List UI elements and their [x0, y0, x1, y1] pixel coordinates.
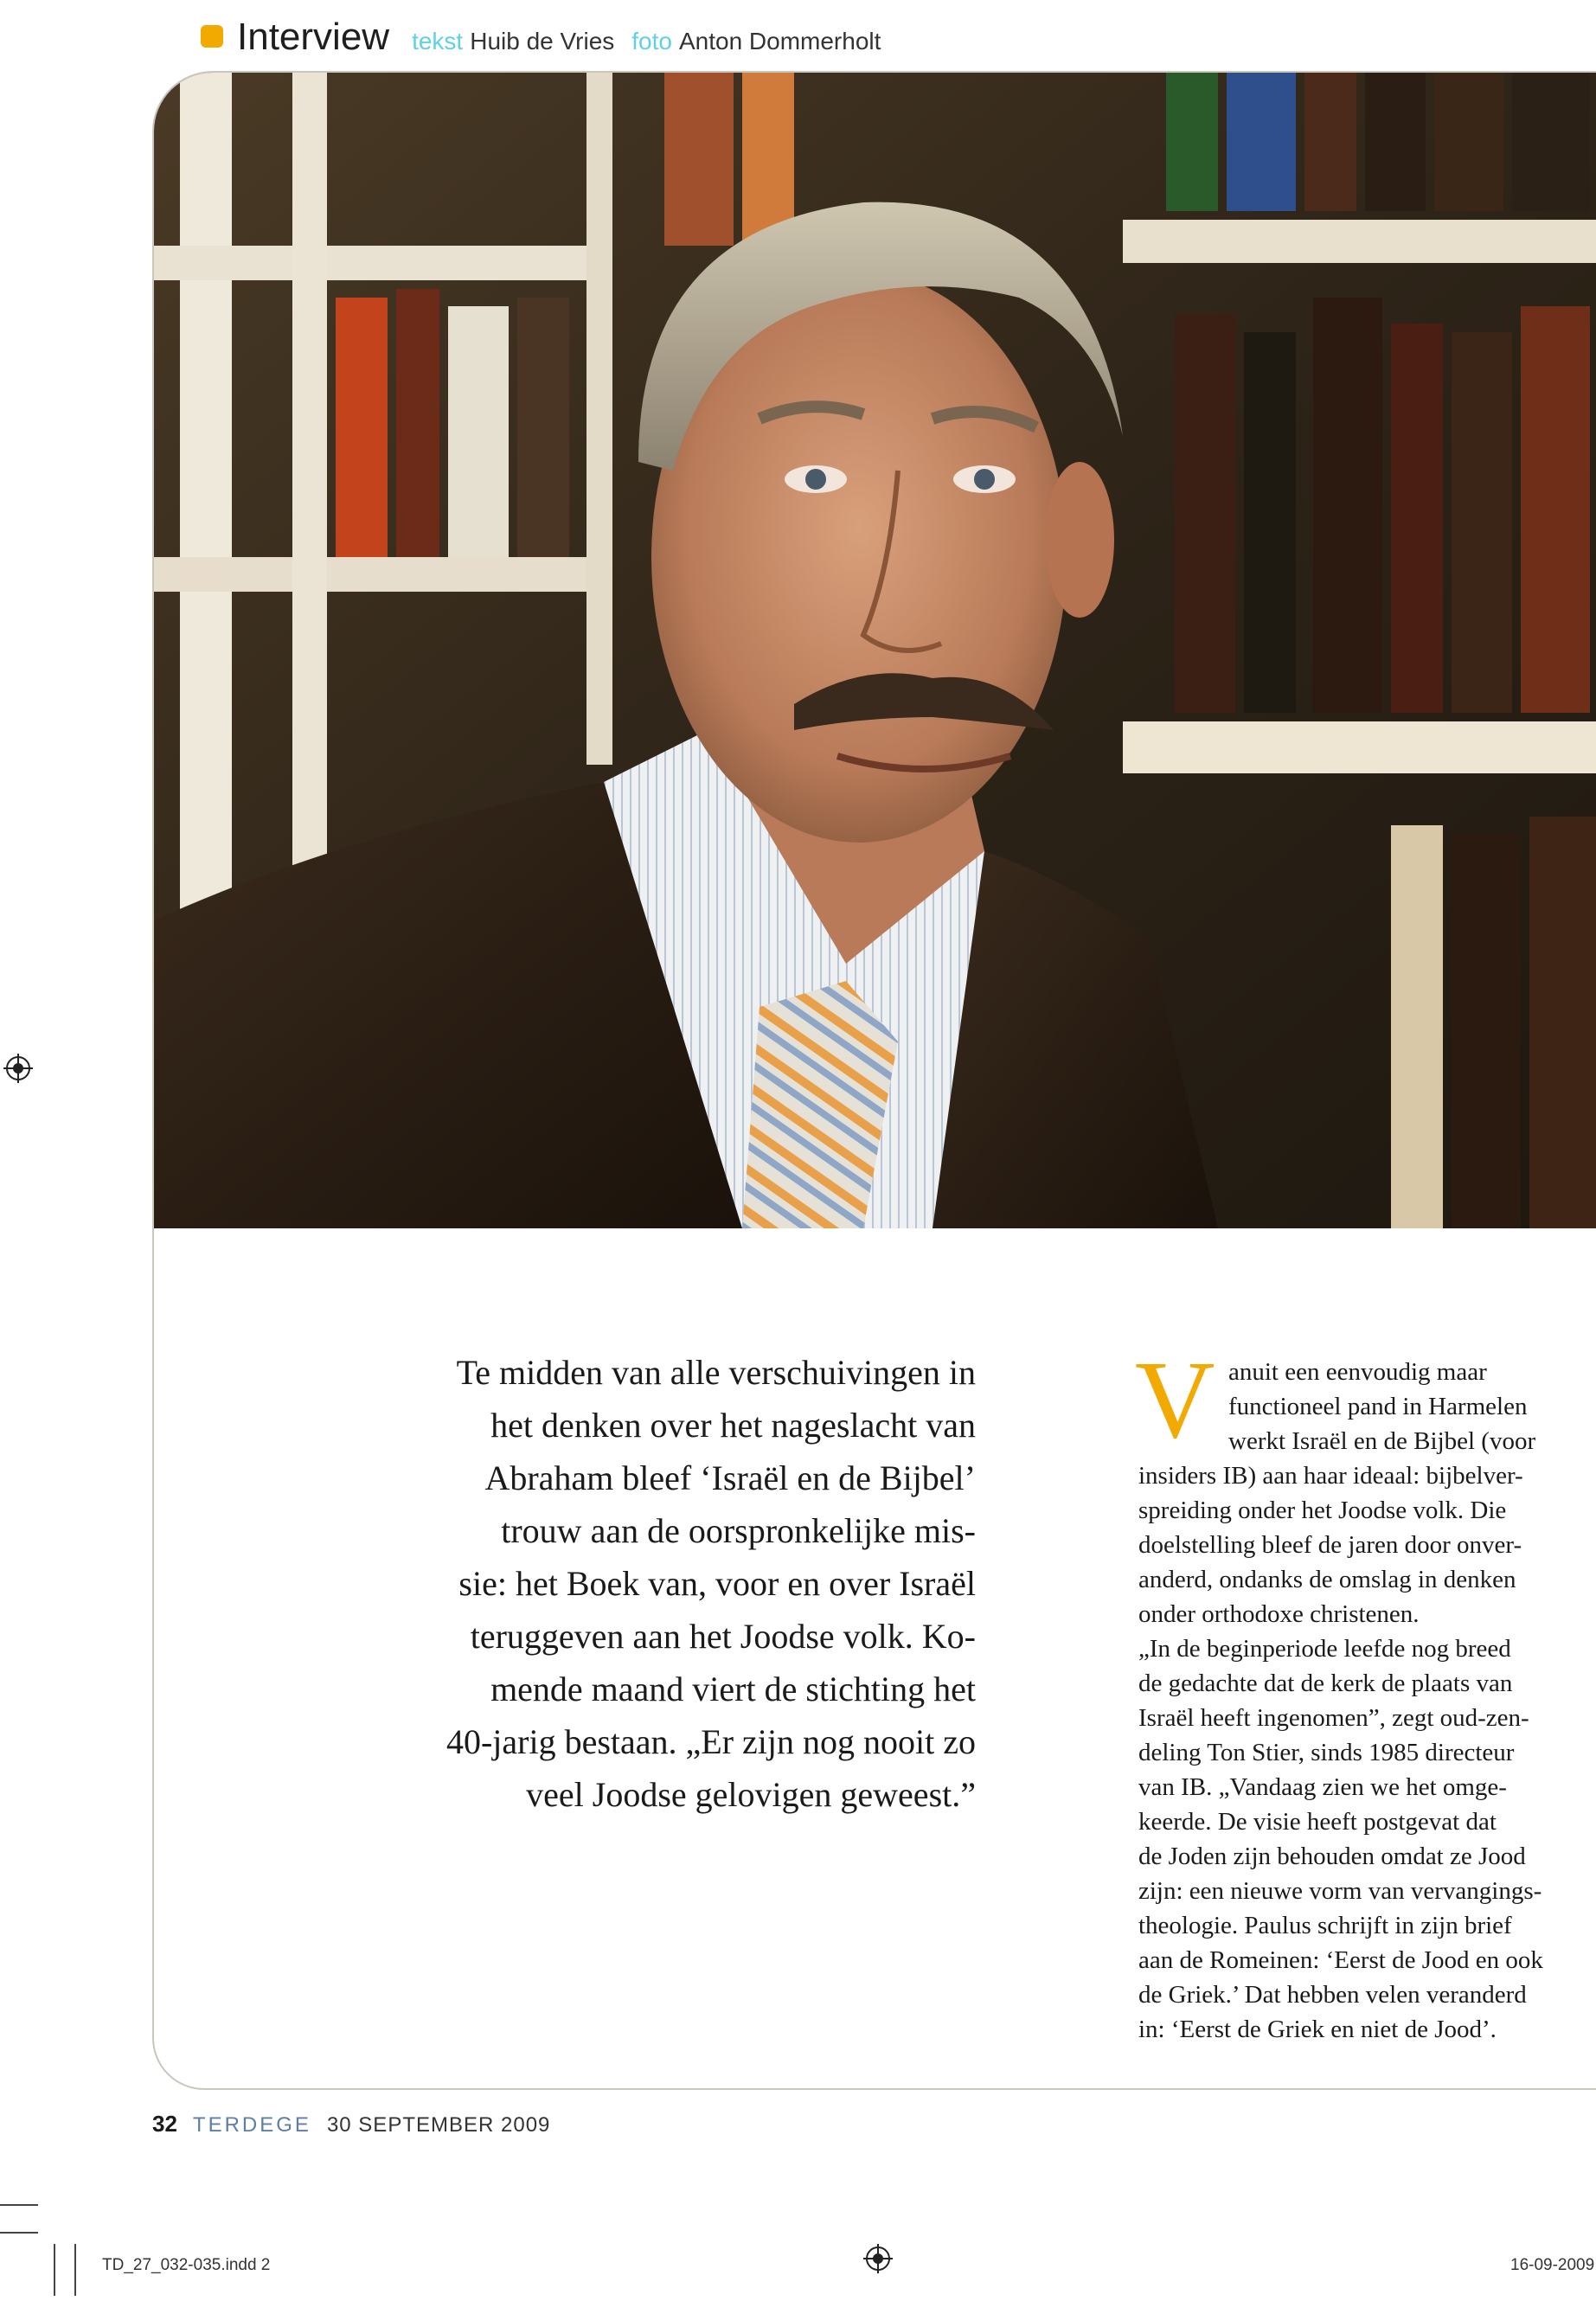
- body-line: in: ‘Eerst de Griek en niet de Jood’.: [1138, 2016, 1497, 2043]
- body-line: anderd, ondanks de omslag in denken: [1138, 1566, 1516, 1593]
- lead-line: Te midden van alle verschuivingen in: [456, 1353, 976, 1392]
- body-line: „In de beginperiode leefde nog breed: [1138, 1635, 1511, 1663]
- crop-mark: [74, 2244, 76, 2296]
- lead-line: sie: het Boek van, voor en over Israël: [458, 1564, 976, 1603]
- body-line: doelstelling bleef de jaren door onver-: [1138, 1531, 1522, 1559]
- body-line: de gedachte dat de kerk de plaats van: [1138, 1670, 1513, 1697]
- slug-date: 16-09-2009: [1510, 2256, 1595, 2274]
- body-line: werkt Israël en de Bijbel (voor: [1228, 1427, 1536, 1455]
- crop-mark: [0, 2232, 38, 2234]
- body-line: zijn: een nieuwe vorm van vervangings-: [1138, 1877, 1542, 1905]
- lead-line: veel Joodse gelovigen geweest.”: [526, 1775, 976, 1814]
- body-line: Israël heeft ingenomen”, zegt oud-zen-: [1138, 1704, 1529, 1732]
- body-line: de Joden zijn behouden omdat ze Jood: [1138, 1843, 1526, 1870]
- section-square-icon: [201, 25, 223, 48]
- article-header: [201, 16, 898, 64]
- magazine-name: TERDEGE: [192, 2113, 311, 2137]
- body-line: keerde. De visie heeft postgevat dat: [1138, 1808, 1497, 1836]
- page-number: 32: [152, 2111, 177, 2137]
- photo-credit-author: Anton Dommerholt: [678, 28, 881, 54]
- text-credit-author: Huib de Vries: [470, 28, 615, 54]
- body-line: van IB. „Vandaag zien we het omge-: [1138, 1773, 1507, 1801]
- body-line: aan de Romeinen: ‘Eerst de Jood en ook: [1138, 1946, 1543, 1974]
- lead-paragraph: [381, 1346, 976, 1821]
- body-line: deling Ton Stier, sinds 1985 directeur: [1138, 1739, 1515, 1766]
- body-line: theologie. Paulus schrijft in zijn brief: [1138, 1912, 1512, 1939]
- lead-line: 40-jarig bestaan. „Er zijn nog nooit zo: [445, 1722, 976, 1761]
- lead-line: trouw aan de oorspronkelijke mis-: [501, 1511, 976, 1550]
- lead-line: teruggeven aan het Joodse volk. Ko-: [470, 1617, 976, 1656]
- page-footer: [152, 2111, 550, 2138]
- issue-date: 30 SEPTEMBER 2009: [326, 2113, 551, 2137]
- crop-mark: [0, 2204, 38, 2206]
- body-line: anuit een eenvoudig maar: [1228, 1358, 1487, 1386]
- body-line: de Griek.’ Dat hebben velen veranderd: [1138, 1981, 1527, 2009]
- crop-mark: [54, 2244, 55, 2296]
- registration-mark-icon: [3, 1054, 33, 1083]
- photo-credit-label: foto: [631, 28, 672, 54]
- body-line: functioneel pand in Harmelen: [1228, 1393, 1528, 1420]
- drop-cap: V: [1135, 1338, 1215, 1461]
- registration-mark-icon: [863, 2244, 893, 2273]
- lead-line: het denken over het nageslacht van: [490, 1406, 976, 1445]
- section-title: Interview: [237, 16, 390, 58]
- slug-filename: TD_27_032-035.indd 2: [102, 2256, 271, 2274]
- body-column: [1138, 1355, 1571, 2047]
- lead-line: mende maand viert de stichting het: [490, 1670, 976, 1708]
- body-line: onder orthodoxe christenen.: [1138, 1600, 1420, 1628]
- body-line: spreiding onder het Joodse volk. Die: [1138, 1497, 1507, 1524]
- lead-line: Abraham bleef ‘Israël en de Bijbel’: [484, 1458, 976, 1497]
- body-line: insiders IB) aan haar ideaal: bijbelver-: [1138, 1462, 1523, 1490]
- text-credit-label: tekst: [412, 28, 464, 54]
- portrait-photo: [154, 73, 1596, 1228]
